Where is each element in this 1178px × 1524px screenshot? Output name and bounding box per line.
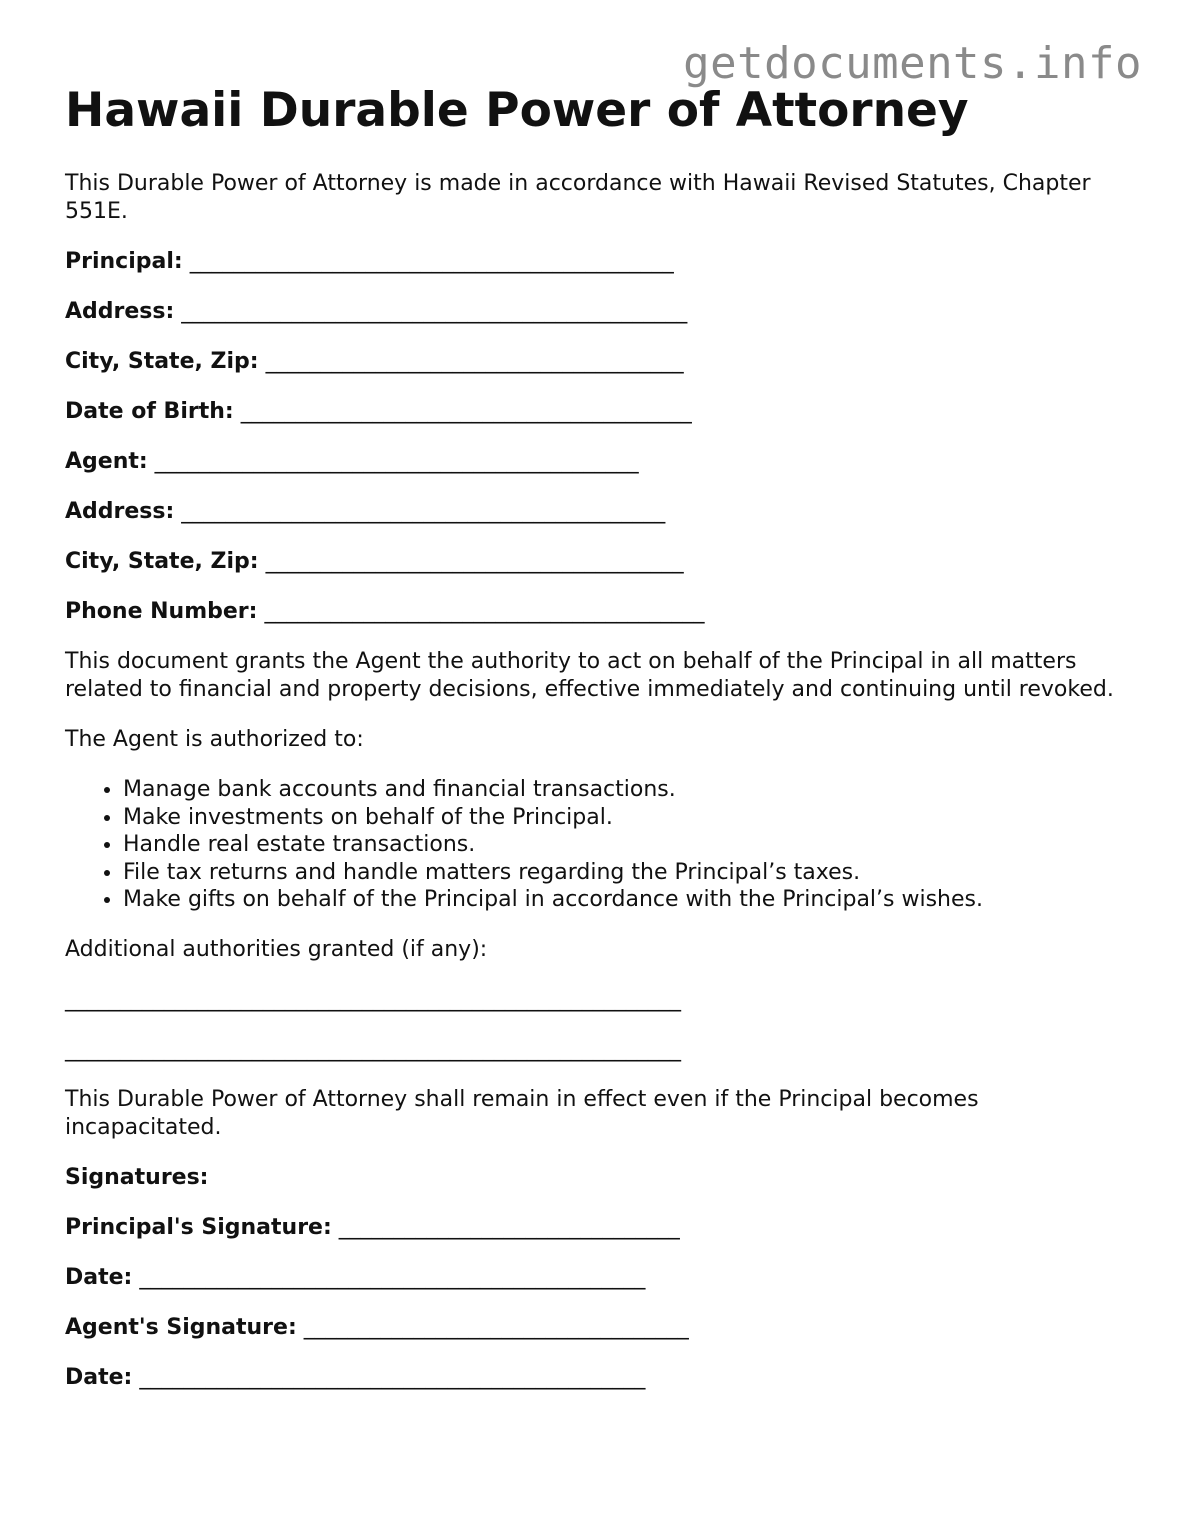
blank-line[interactable]: ________________________________________: [264, 599, 705, 624]
blank-line[interactable]: ______________________________________: [265, 349, 684, 374]
signatures-heading: Signatures:: [65, 1164, 209, 1190]
additional-authority-line[interactable]: ________________________________________________________: [65, 986, 681, 1012]
watermark: getdocuments.info: [683, 38, 1142, 89]
list-item: • Make investments on behalf of the Principal.: [123, 804, 1125, 832]
agent-city-state-zip-field[interactable]: [65, 548, 1125, 576]
principal-field[interactable]: [65, 248, 1125, 276]
incapacitated-paragraph: This Durable Power of Attorney shall remain in effect even if the Principal becomes incapacitated.: [65, 1086, 979, 1140]
principal-address-field[interactable]: [65, 298, 1125, 326]
list-item: • File tax returns and handle matters regarding the Principal’s taxes.: [123, 859, 1125, 887]
field-label: Agent:: [65, 449, 148, 474]
agent-signature-field[interactable]: [65, 1314, 1125, 1342]
grants-paragraph: This document grants the Agent the authority to act on behalf of the Principal in all matters related to financial and property decisions, effective immediately and continuing until revoked.: [65, 649, 1114, 702]
field-label: City, State, Zip:: [65, 349, 259, 374]
blank-line[interactable]: ______________________________________________: [181, 299, 688, 324]
list-item: • Make gifts on behalf of the Principal in accordance with the Principal’s wishes.: [123, 886, 1125, 914]
intro-paragraph: This Durable Power of Attorney is made in accordance with Hawaii Revised Statutes, Chapter 551E.: [65, 171, 1091, 224]
date-of-birth-field[interactable]: [65, 398, 1125, 426]
field-label: Principal:: [65, 249, 183, 274]
list-item: • Manage bank accounts and financial transactions.: [123, 776, 1125, 804]
phone-number-field[interactable]: [65, 598, 1125, 626]
field-label: Phone Number:: [65, 599, 258, 624]
blank-line[interactable]: ____________________________________________: [154, 449, 639, 474]
blank-line[interactable]: _________________________________________: [240, 399, 692, 424]
document-page: [65, 82, 1125, 1392]
principal-city-state-zip-field[interactable]: [65, 348, 1125, 376]
blank-line[interactable]: ____________________________________________: [189, 249, 674, 274]
blank-line[interactable]: ______________________________________________: [139, 1264, 646, 1290]
blank-line[interactable]: ____________________________________________: [181, 499, 666, 524]
additional-authorities-label: Additional authorities granted (if any):: [65, 936, 488, 962]
agent-date-field[interactable]: [65, 1364, 1125, 1392]
document-title: Hawaii Durable Power of Attorney: [65, 83, 969, 138]
principal-signature-field[interactable]: [65, 1214, 1125, 1242]
authorized-intro: The Agent is authorized to:: [65, 727, 364, 752]
field-label: Agent's Signature:: [65, 1314, 297, 1340]
field-label: Date:: [65, 1364, 133, 1390]
field-label: Address:: [65, 299, 175, 324]
blank-line[interactable]: ______________________________________________: [139, 1364, 646, 1390]
principal-date-field[interactable]: [65, 1264, 1125, 1292]
authorities-list: [65, 776, 1125, 914]
blank-line[interactable]: ___________________________________: [303, 1314, 689, 1340]
agent-field[interactable]: [65, 448, 1125, 476]
field-label: City, State, Zip:: [65, 549, 259, 574]
blank-line[interactable]: ______________________________________: [265, 549, 684, 574]
list-item: • Handle real estate transactions.: [123, 831, 1125, 859]
field-label: Principal's Signature:: [65, 1214, 332, 1240]
field-label: Date:: [65, 1264, 133, 1290]
additional-authority-line[interactable]: ________________________________________________________: [65, 1036, 681, 1062]
blank-line[interactable]: _______________________________: [338, 1214, 680, 1240]
agent-address-field[interactable]: [65, 498, 1125, 526]
field-label: Address:: [65, 499, 175, 524]
field-label: Date of Birth:: [65, 399, 234, 424]
